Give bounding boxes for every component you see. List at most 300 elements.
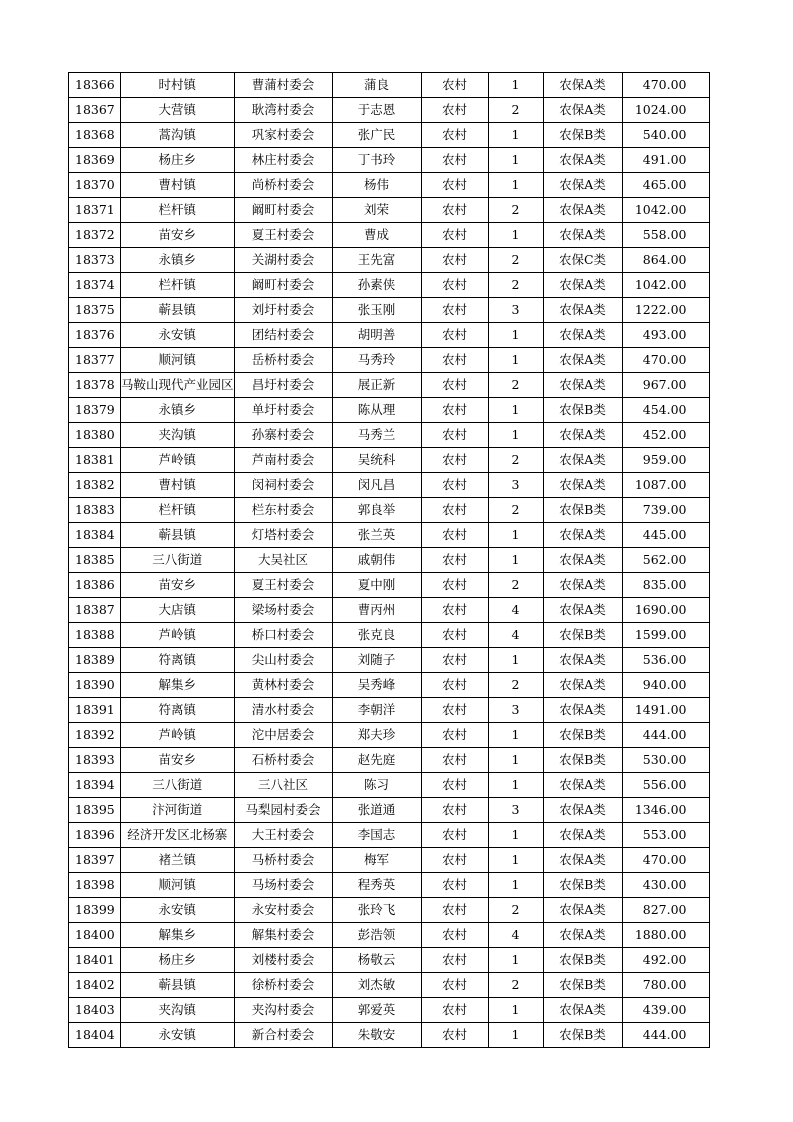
village-cell: 尚桥村委会 (234, 173, 332, 198)
table-row (69, 323, 710, 348)
village-cell: 阚町村委会 (234, 198, 332, 223)
area-type-cell: 农村 (421, 423, 488, 448)
record-id-cell: 18368 (69, 123, 121, 148)
name-cell: 王先富 (332, 248, 421, 273)
household-count-cell: 1 (488, 998, 543, 1023)
amount-cell: 967.00 (622, 373, 709, 398)
amount-cell: 430.00 (622, 873, 709, 898)
town-cell: 永镇乡 (121, 248, 235, 273)
town-cell: 三八街道 (121, 548, 235, 573)
insurance-category-cell: 农保A类 (543, 73, 622, 98)
village-cell: 大王村委会 (234, 823, 332, 848)
household-count-cell: 1 (488, 773, 543, 798)
amount-cell: 1599.00 (622, 623, 709, 648)
amount-cell: 444.00 (622, 1023, 709, 1048)
area-type-cell: 农村 (421, 973, 488, 998)
town-cell: 苗安乡 (121, 748, 235, 773)
record-id-cell: 18387 (69, 598, 121, 623)
name-cell: 夏中刚 (332, 573, 421, 598)
area-type-cell: 农村 (421, 98, 488, 123)
insurance-category-cell: 农保A类 (543, 323, 622, 348)
town-cell: 栏杆镇 (121, 498, 235, 523)
area-type-cell: 农村 (421, 723, 488, 748)
area-type-cell: 农村 (421, 548, 488, 573)
area-type-cell: 农村 (421, 648, 488, 673)
area-type-cell: 农村 (421, 473, 488, 498)
amount-cell: 1024.00 (622, 98, 709, 123)
household-count-cell: 1 (488, 948, 543, 973)
village-cell: 昌圩村委会 (234, 373, 332, 398)
insurance-category-cell: 农保A类 (543, 298, 622, 323)
name-cell: 李国志 (332, 823, 421, 848)
insurance-category-cell: 农保A类 (543, 448, 622, 473)
record-id-cell: 18388 (69, 623, 121, 648)
household-count-cell: 3 (488, 473, 543, 498)
village-cell: 尖山村委会 (234, 648, 332, 673)
name-cell: 陈习 (332, 773, 421, 798)
village-cell: 清水村委会 (234, 698, 332, 723)
village-cell: 孙寨村委会 (234, 423, 332, 448)
name-cell: 张道通 (332, 798, 421, 823)
records-table (68, 72, 710, 1048)
name-cell: 吴秀峰 (332, 673, 421, 698)
amount-cell: 470.00 (622, 73, 709, 98)
insurance-category-cell: 农保A类 (543, 698, 622, 723)
area-type-cell: 农村 (421, 123, 488, 148)
name-cell: 郭良举 (332, 498, 421, 523)
household-count-cell: 1 (488, 648, 543, 673)
amount-cell: 959.00 (622, 448, 709, 473)
name-cell: 彭浩领 (332, 923, 421, 948)
insurance-category-cell: 农保B类 (543, 1023, 622, 1048)
village-cell: 阚町村委会 (234, 273, 332, 298)
household-count-cell: 1 (488, 148, 543, 173)
amount-cell: 1491.00 (622, 698, 709, 723)
area-type-cell: 农村 (421, 373, 488, 398)
insurance-category-cell: 农保A类 (543, 148, 622, 173)
household-count-cell: 1 (488, 873, 543, 898)
name-cell: 李朝洋 (332, 698, 421, 723)
village-cell: 团结村委会 (234, 323, 332, 348)
amount-cell: 452.00 (622, 423, 709, 448)
amount-cell: 558.00 (622, 223, 709, 248)
name-cell: 闵凡昌 (332, 473, 421, 498)
record-id-cell: 18402 (69, 973, 121, 998)
insurance-category-cell: 农保A类 (543, 923, 622, 948)
name-cell: 曹成 (332, 223, 421, 248)
household-count-cell: 2 (488, 98, 543, 123)
amount-cell: 1880.00 (622, 923, 709, 948)
insurance-category-cell: 农保A类 (543, 648, 622, 673)
town-cell: 顺河镇 (121, 348, 235, 373)
amount-cell: 470.00 (622, 348, 709, 373)
town-cell: 永镇乡 (121, 398, 235, 423)
insurance-category-cell: 农保A类 (543, 773, 622, 798)
record-id-cell: 18375 (69, 298, 121, 323)
insurance-category-cell: 农保B类 (543, 623, 622, 648)
town-cell: 芦岭镇 (121, 448, 235, 473)
household-count-cell: 1 (488, 548, 543, 573)
town-cell: 曹村镇 (121, 473, 235, 498)
area-type-cell: 农村 (421, 198, 488, 223)
amount-cell: 1042.00 (622, 273, 709, 298)
amount-cell: 1042.00 (622, 198, 709, 223)
town-cell: 芦岭镇 (121, 723, 235, 748)
insurance-category-cell: 农保A类 (543, 273, 622, 298)
name-cell: 张玉刚 (332, 298, 421, 323)
insurance-category-cell: 农保A类 (543, 423, 622, 448)
insurance-category-cell: 农保B类 (543, 748, 622, 773)
insurance-category-cell: 农保B类 (543, 498, 622, 523)
village-cell: 曹蒲村委会 (234, 73, 332, 98)
table-row (69, 148, 710, 173)
table-row (69, 948, 710, 973)
table-row (69, 548, 710, 573)
town-cell: 大店镇 (121, 598, 235, 623)
town-cell: 解集乡 (121, 673, 235, 698)
insurance-category-cell: 农保A类 (543, 173, 622, 198)
insurance-category-cell: 农保A类 (543, 348, 622, 373)
amount-cell: 739.00 (622, 498, 709, 523)
name-cell: 陈从理 (332, 398, 421, 423)
village-cell: 刘楼村委会 (234, 948, 332, 973)
name-cell: 杨伟 (332, 173, 421, 198)
area-type-cell: 农村 (421, 623, 488, 648)
name-cell: 戚朝伟 (332, 548, 421, 573)
area-type-cell: 农村 (421, 898, 488, 923)
household-count-cell: 2 (488, 573, 543, 598)
town-cell: 符离镇 (121, 698, 235, 723)
amount-cell: 540.00 (622, 123, 709, 148)
name-cell: 朱敬安 (332, 1023, 421, 1048)
insurance-category-cell: 农保B类 (543, 948, 622, 973)
record-id-cell: 18378 (69, 373, 121, 398)
household-count-cell: 4 (488, 923, 543, 948)
table-row (69, 998, 710, 1023)
area-type-cell: 农村 (421, 873, 488, 898)
name-cell: 马秀玲 (332, 348, 421, 373)
record-id-cell: 18371 (69, 198, 121, 223)
record-id-cell: 18384 (69, 523, 121, 548)
table-row (69, 923, 710, 948)
insurance-category-cell: 农保A类 (543, 673, 622, 698)
insurance-category-cell: 农保A类 (543, 373, 622, 398)
town-cell: 蕲县镇 (121, 298, 235, 323)
record-id-cell: 18404 (69, 1023, 121, 1048)
table-row (69, 223, 710, 248)
insurance-category-cell: 农保A类 (543, 548, 622, 573)
insurance-category-cell: 农保A类 (543, 98, 622, 123)
village-cell: 栏东村委会 (234, 498, 332, 523)
table-row (69, 423, 710, 448)
table-row (69, 348, 710, 373)
town-cell: 永安镇 (121, 1023, 235, 1048)
town-cell: 三八街道 (121, 773, 235, 798)
village-cell: 黄林村委会 (234, 673, 332, 698)
amount-cell: 864.00 (622, 248, 709, 273)
record-id-cell: 18396 (69, 823, 121, 848)
village-cell: 灯塔村委会 (234, 523, 332, 548)
area-type-cell: 农村 (421, 498, 488, 523)
town-cell: 蕲县镇 (121, 973, 235, 998)
area-type-cell: 农村 (421, 698, 488, 723)
area-type-cell: 农村 (421, 523, 488, 548)
amount-cell: 780.00 (622, 973, 709, 998)
record-id-cell: 18367 (69, 98, 121, 123)
household-count-cell: 2 (488, 198, 543, 223)
amount-cell: 491.00 (622, 148, 709, 173)
insurance-category-cell: 农保A类 (543, 573, 622, 598)
record-id-cell: 18380 (69, 423, 121, 448)
village-cell: 大吴社区 (234, 548, 332, 573)
village-cell: 耿湾村委会 (234, 98, 332, 123)
village-cell: 桥口村委会 (234, 623, 332, 648)
amount-cell: 940.00 (622, 673, 709, 698)
table-row (69, 73, 710, 98)
household-count-cell: 1 (488, 748, 543, 773)
amount-cell: 536.00 (622, 648, 709, 673)
amount-cell: 465.00 (622, 173, 709, 198)
table-row (69, 173, 710, 198)
area-type-cell: 农村 (421, 923, 488, 948)
household-count-cell: 1 (488, 348, 543, 373)
record-id-cell: 18369 (69, 148, 121, 173)
name-cell: 郑夫珍 (332, 723, 421, 748)
household-count-cell: 1 (488, 823, 543, 848)
amount-cell: 530.00 (622, 748, 709, 773)
name-cell: 展正新 (332, 373, 421, 398)
table-row (69, 523, 710, 548)
record-id-cell: 18394 (69, 773, 121, 798)
town-cell: 夹沟镇 (121, 423, 235, 448)
table-row (69, 273, 710, 298)
table-row (69, 648, 710, 673)
household-count-cell: 2 (488, 373, 543, 398)
village-cell: 夏王村委会 (234, 573, 332, 598)
village-cell: 夏王村委会 (234, 223, 332, 248)
record-id-cell: 18386 (69, 573, 121, 598)
name-cell: 梅军 (332, 848, 421, 873)
town-cell: 永安镇 (121, 323, 235, 348)
area-type-cell: 农村 (421, 798, 488, 823)
insurance-category-cell: 农保A类 (543, 198, 622, 223)
amount-cell: 444.00 (622, 723, 709, 748)
amount-cell: 556.00 (622, 773, 709, 798)
household-count-cell: 2 (488, 448, 543, 473)
amount-cell: 445.00 (622, 523, 709, 548)
table-row (69, 773, 710, 798)
town-cell: 大营镇 (121, 98, 235, 123)
record-id-cell: 18385 (69, 548, 121, 573)
insurance-category-cell: 农保B类 (543, 398, 622, 423)
household-count-cell: 1 (488, 523, 543, 548)
amount-cell: 1222.00 (622, 298, 709, 323)
household-count-cell: 3 (488, 798, 543, 823)
village-cell: 岳桥村委会 (234, 348, 332, 373)
name-cell: 刘随子 (332, 648, 421, 673)
table-row (69, 123, 710, 148)
table-row (69, 723, 710, 748)
household-count-cell: 2 (488, 898, 543, 923)
name-cell: 张玲飞 (332, 898, 421, 923)
amount-cell: 492.00 (622, 948, 709, 973)
household-count-cell: 1 (488, 223, 543, 248)
household-count-cell: 1 (488, 73, 543, 98)
name-cell: 丁书玲 (332, 148, 421, 173)
table-row (69, 873, 710, 898)
table-row (69, 248, 710, 273)
household-count-cell: 1 (488, 123, 543, 148)
household-count-cell: 2 (488, 248, 543, 273)
area-type-cell: 农村 (421, 248, 488, 273)
record-id-cell: 18370 (69, 173, 121, 198)
household-count-cell: 4 (488, 623, 543, 648)
town-cell: 时村镇 (121, 73, 235, 98)
area-type-cell: 农村 (421, 173, 488, 198)
town-cell: 蒿沟镇 (121, 123, 235, 148)
area-type-cell: 农村 (421, 573, 488, 598)
town-cell: 马鞍山现代产业园区 (121, 373, 235, 398)
village-cell: 关湖村委会 (234, 248, 332, 273)
name-cell: 张兰英 (332, 523, 421, 548)
insurance-category-cell: 农保A类 (543, 898, 622, 923)
table-row (69, 823, 710, 848)
insurance-category-cell: 农保A类 (543, 823, 622, 848)
record-id-cell: 18377 (69, 348, 121, 373)
insurance-category-cell: 农保A类 (543, 598, 622, 623)
village-cell: 刘圩村委会 (234, 298, 332, 323)
insurance-category-cell: 农保A类 (543, 523, 622, 548)
village-cell: 梁场村委会 (234, 598, 332, 623)
town-cell: 经济开发区北杨寨 (121, 823, 235, 848)
town-cell: 褚兰镇 (121, 848, 235, 873)
record-id-cell: 18374 (69, 273, 121, 298)
area-type-cell: 农村 (421, 223, 488, 248)
record-id-cell: 18382 (69, 473, 121, 498)
village-cell: 芦南村委会 (234, 448, 332, 473)
household-count-cell: 3 (488, 298, 543, 323)
town-cell: 永安镇 (121, 898, 235, 923)
name-cell: 吴统科 (332, 448, 421, 473)
household-count-cell: 2 (488, 273, 543, 298)
village-cell: 夹沟村委会 (234, 998, 332, 1023)
amount-cell: 1087.00 (622, 473, 709, 498)
household-count-cell: 1 (488, 173, 543, 198)
household-count-cell: 3 (488, 698, 543, 723)
town-cell: 曹村镇 (121, 173, 235, 198)
table-row (69, 498, 710, 523)
table-row (69, 898, 710, 923)
name-cell: 胡明善 (332, 323, 421, 348)
table-row (69, 698, 710, 723)
village-cell: 永安村委会 (234, 898, 332, 923)
record-id-cell: 18390 (69, 673, 121, 698)
table-row (69, 598, 710, 623)
record-id-cell: 18399 (69, 898, 121, 923)
name-cell: 杨敬云 (332, 948, 421, 973)
name-cell: 张克良 (332, 623, 421, 648)
village-cell: 巩家村委会 (234, 123, 332, 148)
table-row (69, 798, 710, 823)
town-cell: 栏杆镇 (121, 273, 235, 298)
town-cell: 芦岭镇 (121, 623, 235, 648)
household-count-cell: 1 (488, 1023, 543, 1048)
area-type-cell: 农村 (421, 73, 488, 98)
record-id-cell: 18397 (69, 848, 121, 873)
amount-cell: 470.00 (622, 848, 709, 873)
record-id-cell: 18403 (69, 998, 121, 1023)
town-cell: 顺河镇 (121, 873, 235, 898)
name-cell: 马秀兰 (332, 423, 421, 448)
table-body (69, 73, 710, 1048)
amount-cell: 562.00 (622, 548, 709, 573)
amount-cell: 1346.00 (622, 798, 709, 823)
insurance-category-cell: 农保B类 (543, 123, 622, 148)
area-type-cell: 农村 (421, 598, 488, 623)
name-cell: 刘荣 (332, 198, 421, 223)
record-id-cell: 18372 (69, 223, 121, 248)
village-cell: 马场村委会 (234, 873, 332, 898)
town-cell: 符离镇 (121, 648, 235, 673)
table-row (69, 448, 710, 473)
record-id-cell: 18379 (69, 398, 121, 423)
table-row (69, 298, 710, 323)
household-count-cell: 2 (488, 498, 543, 523)
area-type-cell: 农村 (421, 1023, 488, 1048)
record-id-cell: 18383 (69, 498, 121, 523)
household-count-cell: 1 (488, 323, 543, 348)
village-cell: 闵祠村委会 (234, 473, 332, 498)
town-cell: 栏杆镇 (121, 198, 235, 223)
village-cell: 石桥村委会 (234, 748, 332, 773)
record-id-cell: 18373 (69, 248, 121, 273)
table-row (69, 473, 710, 498)
amount-cell: 493.00 (622, 323, 709, 348)
household-count-cell: 1 (488, 423, 543, 448)
village-cell: 三八社区 (234, 773, 332, 798)
table-row (69, 973, 710, 998)
name-cell: 蒲良 (332, 73, 421, 98)
insurance-category-cell: 农保A类 (543, 223, 622, 248)
town-cell: 苗安乡 (121, 573, 235, 598)
record-id-cell: 18389 (69, 648, 121, 673)
village-cell: 马桥村委会 (234, 848, 332, 873)
village-cell: 马梨园村委会 (234, 798, 332, 823)
village-cell: 单圩村委会 (234, 398, 332, 423)
area-type-cell: 农村 (421, 998, 488, 1023)
amount-cell: 827.00 (622, 898, 709, 923)
household-count-cell: 4 (488, 598, 543, 623)
table-row (69, 573, 710, 598)
insurance-category-cell: 农保A类 (543, 473, 622, 498)
table-row (69, 673, 710, 698)
insurance-category-cell: 农保B类 (543, 723, 622, 748)
area-type-cell: 农村 (421, 298, 488, 323)
area-type-cell: 农村 (421, 348, 488, 373)
table-row (69, 98, 710, 123)
insurance-category-cell: 农保A类 (543, 998, 622, 1023)
insurance-category-cell: 农保B类 (543, 973, 622, 998)
record-id-cell: 18395 (69, 798, 121, 823)
town-cell: 苗安乡 (121, 223, 235, 248)
table-row (69, 623, 710, 648)
household-count-cell: 1 (488, 723, 543, 748)
name-cell: 于志恩 (332, 98, 421, 123)
area-type-cell: 农村 (421, 948, 488, 973)
town-cell: 杨庄乡 (121, 148, 235, 173)
town-cell: 夹沟镇 (121, 998, 235, 1023)
household-count-cell: 2 (488, 673, 543, 698)
